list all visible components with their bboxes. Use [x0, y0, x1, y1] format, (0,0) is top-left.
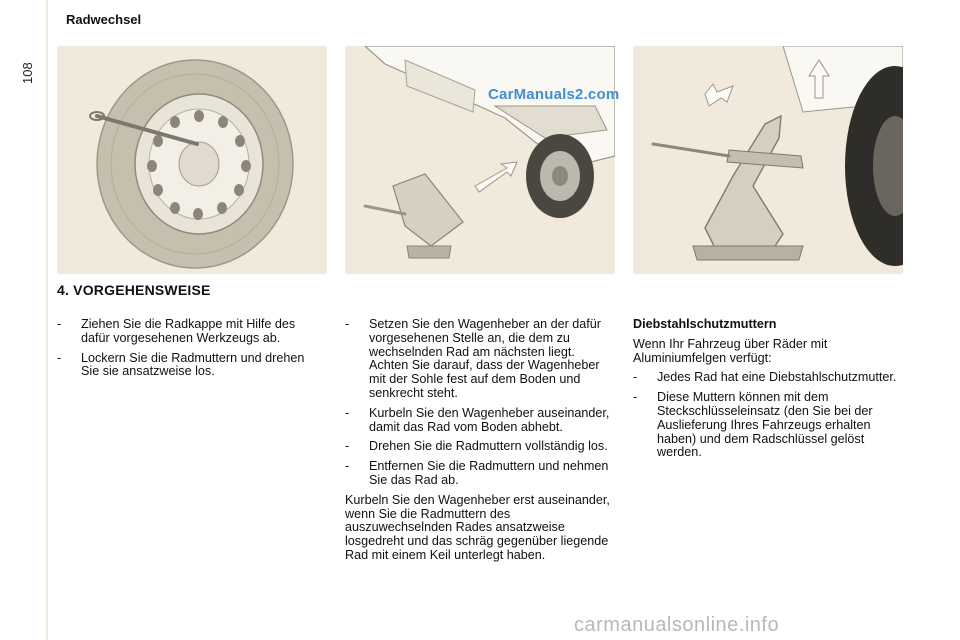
list-item-text: Ziehen Sie die Radkappe mit Hilfe des dafür vorgesehenen Werkzeugs ab. [81, 317, 296, 345]
list-item [633, 371, 898, 385]
list-item [345, 440, 610, 454]
warning-paragraph: Kurbeln Sie den Wagenheber erst auseinander, wenn Sie die Radmuttern des auszuwechselnden Rades ansatzweise losgedreht und das schräg gegenüber liegende Rad mit einem Keil unterlegt haben. [345, 492, 610, 562]
list-dash: - [57, 350, 62, 365]
list-dash: - [345, 317, 350, 331]
list-item [345, 318, 610, 401]
list-item-text: Drehen Sie die Radmuttern vollständig los. [369, 439, 608, 454]
column-3 [633, 318, 898, 466]
list-item-text: Entfernen Sie die Radmuttern und nehmen Sie das Rad ab. [369, 459, 609, 487]
list-item-text: Lockern Sie die Radmuttern und drehen Sie sie ansatzweise los. [81, 350, 305, 379]
watermark-carmanualsonline: carmanualsonline.info [574, 614, 780, 636]
list-item [57, 352, 312, 380]
list-dash: - [345, 459, 350, 474]
subheading: Diebstahlschutzmuttern [633, 317, 777, 331]
jack-closeup-illustration [633, 46, 903, 274]
list-dash: - [345, 405, 350, 420]
list-item [633, 391, 898, 460]
watermark-carmanuals2: CarManuals2.com [488, 86, 620, 103]
list-item-text: Diese Muttern können mit dem Steckschlüsseleinsatz (den Sie bei der Auslieferung Ihres Fahrzeugs erhalten haben) und dem Radschlüssel gelöst werden. [657, 390, 873, 460]
list-dash: - [633, 370, 638, 385]
van-jack-illustration [345, 46, 615, 274]
section-title: 4. VORGEHENSWEISE [57, 282, 211, 298]
column-2 [345, 318, 610, 569]
list-item [57, 318, 312, 346]
page-number: 108 [20, 62, 35, 84]
intro-paragraph: Wenn Ihr Fahrzeug über Räder mit Aluminiumfelgen verfügt: [633, 336, 828, 365]
list-item-text: Kurbeln Sie den Wagenheber auseinander, damit das Rad vom Boden abhebt. [369, 405, 610, 434]
list-item [345, 407, 610, 435]
column-1 [57, 318, 312, 385]
list-dash: - [633, 390, 638, 405]
page-header: Radwechsel [66, 12, 142, 27]
list-item [345, 460, 610, 488]
list-item-text: Setzen Sie den Wagenheber an der dafür vorgesehenen Stelle an, die dem zu wechselnden Rad am nächsten liegt. Achten Sie darauf, dass der Wagenheber mit der Sohle fest auf dem Boden und senkrecht steht. [369, 317, 601, 400]
margin-rule [46, 0, 48, 640]
list-dash: - [57, 317, 62, 331]
list-item-text: Jedes Rad hat eine Diebstahlschutzmutter. [657, 370, 897, 385]
list-dash: - [345, 439, 350, 454]
wheel-illustration [57, 46, 327, 274]
